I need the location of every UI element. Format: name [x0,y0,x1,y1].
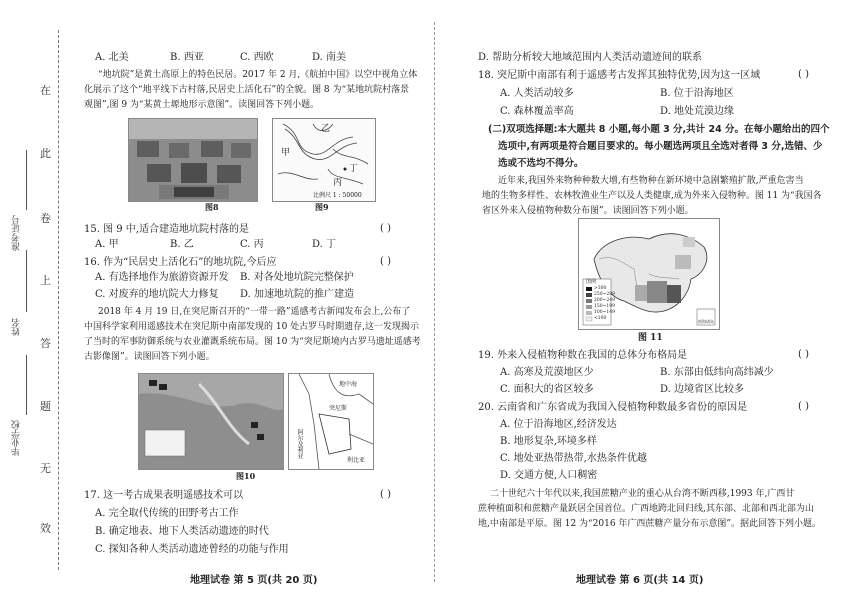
figure-8-caption: 图8 [205,202,219,212]
legend-item: 200~249 [594,298,615,303]
map-label-ding: 丁 [349,164,359,174]
q19-option-b: B. 东部由低纬向高纬减少 [660,367,774,378]
intro-text: 省区外来入侵植物种数分布图”。读图回答下列小题。 [482,206,694,216]
intro-text: 了当时的军事防御系统与农业灌溉系统布局。图 10 为“突尼斯境内古罗马遗址遥感考 [84,337,421,347]
intro-text: 古影像图”。读图回答下列小题。 [84,352,215,362]
intro-text: 地,中南部是平原。图 12 为“2016 年广西蔗糖产量分布示意图”。据此回答下列小题。 [478,519,822,529]
seal-char: 效 [40,522,51,535]
binding-margin [0,0,72,607]
intro-text: 观图”,图 9 为“某黄土塬地形示意图”。读图回答下列小题。 [84,100,320,110]
q16-option-a: A. 有选择地作为旅游资源开发 [95,272,229,283]
intro-text: 地的生物多样性、农林牧渔业生产以及人类健康,成为外来入侵物种。图 11 为“我国各 [482,191,822,201]
section-2-heading: 选或不选均不得分。 [498,158,584,169]
intro-text: “地坑院”是黄土高原上的特色民居。2017 年 2 月,《航拍中国》以空中视角立体 [98,70,418,80]
q15-stem: 15. 图 9 中,适合建造地坑院村落的是 [84,224,249,235]
section-2-heading: (二)双项选择题:本大题共 8 小题,每小题 3 分,共计 24 分。在每小题给出的四个 [488,124,830,135]
q17-stem: 17. 这一考古成果表明遥感技术可以 [84,490,244,501]
seal-char: 上 [40,274,51,287]
q15-option-a: A. 甲 [95,239,119,250]
q17-option-b: B. 确定地表、地下人类活动遗迹的时代 [95,526,269,537]
seal-char: 此 [40,147,51,160]
q18-option-d: D. 地处荒漠边缘 [660,106,735,117]
q15-option-b: B. 乙 [170,239,194,250]
q16-option-c: C. 对废弃的地坑院大力修复 [95,289,219,300]
seal-char: 卷 [40,212,51,225]
q17-answer-paren: ( ) [380,489,391,500]
figure-10-location-map [288,373,374,470]
q16-option-d: D. 加速地坑院的推广建造 [240,289,355,300]
school-line [26,355,27,415]
q15-option-d: D. 丁 [312,239,337,250]
map-label-bing: 丙 [333,178,343,188]
q16-answer-paren: ( ) [380,256,391,267]
figure-8-aerial-photo [128,118,258,202]
figure-9-caption: 图9 [315,202,329,212]
map-scale: 比例尺 1 : 50000 [313,192,362,199]
legend-item: <100 [594,316,607,321]
school-label: 毕业学校 [12,420,22,456]
q19-option-d: D. 边境省区比较多 [660,384,745,395]
village-photo-graphic [129,119,257,201]
inset-label: 南海诸岛 [698,319,714,324]
intro-text: 二十世纪六十年代以来,我国蔗糖产业的重心从台湾不断西移,1993 年,广西甘 [490,489,795,499]
q17-option-a: A. 完全取代传统的田野考古工作 [95,508,239,519]
q15-option-c: C. 丙 [240,239,264,250]
q20-stem: 20. 云南省和广东省成为我国入侵植物种数最多省份的原因是 [478,402,748,413]
q19-stem: 19. 外来入侵植物种数在我国的总体分布格局是 [478,350,688,361]
exam-number-label: 准考证号 [12,215,22,251]
q20-option-b: B. 地形复杂,环境多样 [500,436,597,447]
map-label-yi: 乙 [321,124,331,134]
satellite-image-graphic [139,374,283,469]
section-2-heading: 选项中,有两项是符合题目要求的。每小题选两项且全选对者得 3 分,选错、少 [498,141,823,152]
q15-answer-paren: ( ) [380,223,391,234]
q18-stem: 18. 突尼斯中南部有利于遥感考古发挥其独特优势,因为这一区域 [478,70,761,81]
q14-option-c: C. 西欧 [240,52,274,63]
seal-dashed-line [58,30,59,570]
map-label-tunisia: 突尼斯 [329,405,348,412]
name-label: 姓名 [12,318,22,336]
seal-char: 在 [40,84,51,97]
q16-stem: 16. 作为“民居史上活化石”的地坑院,今后应 [84,257,277,268]
q18-option-a: A. 人类活动较多 [500,88,574,99]
q20-option-a: A. 位于沿海地区,经济发达 [500,419,617,430]
figure-11-china-map [578,218,720,330]
figure-11-caption: 图 11 [638,333,663,343]
seal-char: 无 [40,462,51,475]
intro-text: 化展示了这个“地平线下古村落,民居史上活化石”的全貌。图 8 为“某地坑院村落景 [84,85,410,95]
exam-number-line [26,150,27,210]
intro-text: 中国科学家利用遥感技术在突尼斯中南部发现的 10 处古罗马时期遗存,这一发现揭示 [84,322,420,332]
q14-option-b: B. 西亚 [170,52,204,63]
q20-option-d: D. 交通方便,人口稠密 [500,470,598,481]
map-label-algeria: 阿尔及利亚 [296,429,303,459]
seal-char: 答 [40,337,51,350]
q17-option-d: D. 帮助分析较大地域范围内人类活动遗迹间的联系 [478,52,703,63]
q19-option-a: A. 高寒及荒漠地区少 [500,367,594,378]
q18-option-b: B. 位于沿海地区 [660,88,734,99]
intro-text: 近年来,我国外来物种种数大增,有些物种在新环境中急剧繁殖扩散,严重危害当 [498,176,804,186]
q18-option-c: C. 森林覆盖率高 [500,106,574,117]
legend-item: 150~199 [594,304,615,309]
name-line [26,250,27,312]
page-footer: 地理试卷 第 5 页(共 20 页) [190,575,318,586]
figure-9-contour-map [272,118,376,202]
legend-item: 250~299 [594,292,615,297]
q14-option-d: D. 南美 [312,52,347,63]
q19-answer-paren: ( ) [798,349,809,360]
intro-text: 2018 年 4 月 19 日,在突尼斯召开的“一带一路”遥感考古新闻发布会上,公布了 [98,307,411,317]
right-page [430,0,860,607]
q18-answer-paren: ( ) [798,69,809,80]
intro-text: 蔗种植面积和蔗糖产量跃居全国首位。广西地跨北回归线,其东部、北部和西北部为山 [478,504,814,514]
map-label-mediterranean: 地中海 [339,381,358,388]
q20-answer-paren: ( ) [798,401,809,412]
q14-option-a: A. 北美 [95,52,129,63]
page-footer: 地理试卷 第 6 页(共 14 页) [576,575,704,586]
legend-title: 图例 [586,279,597,285]
map-label-libya: 利比亚 [347,457,366,464]
legend-item: >300 [594,286,607,291]
map-label-jia: 甲 [281,148,291,158]
q17-option-c: C. 探知各种人类活动遗迹曾经的功能与作用 [95,544,289,555]
seal-char: 题 [40,400,51,413]
q16-option-b: B. 对各处地坑院完整保护 [240,272,354,283]
figure-10-caption: 图10 [236,471,256,481]
figure-10-remote-sensing-image [138,373,284,470]
q20-option-c: C. 地处亚热带热带,水热条件优越 [500,453,647,464]
q19-option-c: C. 面积大的省区较多 [500,384,594,395]
legend-item: 100~149 [594,310,615,315]
